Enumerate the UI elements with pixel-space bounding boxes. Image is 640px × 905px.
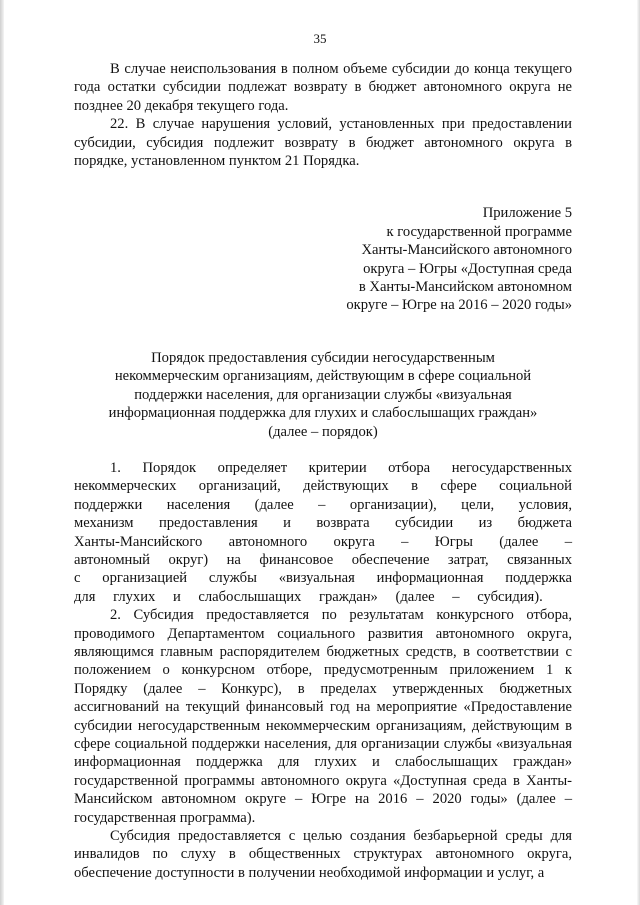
document-content bbox=[74, 60, 572, 882]
appendix-line: в Ханты-Мансийском автономном bbox=[358, 279, 572, 296]
paragraph-2: 2. Субсидия предоставляется по результатам конкурсного отбора, проводимого Департаментом социального развития автономного округа, являющимся главным распорядителем бюджетных средств, в соответствии с положением о конкурсном отборе, предусмотренным приложением 1 к Порядку (далее – Конкурс), в пределах утвержденных бюджетных ассигнований на текущий финансовый год на мероприятие «Предоставление субсидии негосударственным некоммерческим организациям, действующим в сфере социальной поддержки населения, для организации службы «визуальная информационная поддержка для глухих и слабослышащих граждан» государственной программы автономного округа «Доступная среда в Ханты-Мансийском автономном округе – Югре на 2016 – 2020 годы» (далее – государственная программа). bbox=[74, 607, 572, 826]
title-line: информационная поддержка для глухих и слабослышащих граждан» bbox=[108, 405, 538, 422]
page-number: 35 bbox=[313, 31, 327, 46]
document-title bbox=[74, 349, 572, 441]
title-line: (далее – порядок) bbox=[268, 423, 378, 440]
appendix-line: округе – Югре на 2016 – 2020 годы» bbox=[346, 297, 572, 314]
title-line: Порядок предоставления субсидии негосударственным bbox=[151, 349, 495, 366]
scan-edge-left bbox=[0, 0, 4, 905]
appendix-line: к государственной программе bbox=[386, 223, 572, 240]
document-body bbox=[74, 459, 572, 882]
paragraph-22: 22. В случае нарушения условий, установленных при предоставлении субсидии, субсидия подлежит возврату в бюджет автономного округа в порядке, установленном пунктом 21 Порядка. bbox=[74, 116, 572, 170]
paragraph-unused-subsidy: В случае неиспользования в полном объеме субсидии до конца текущего года остатки субсидии подлежат возврату в бюджет автономного округа не позднее 20 декабря текущего года. bbox=[74, 61, 572, 114]
title-line: некоммерческим организациям, действующим в сфере социальной bbox=[114, 368, 532, 385]
appendix-line: Приложение 5 bbox=[482, 205, 572, 222]
paragraph-1: 1. Порядок определяет критерии отбора негосударственных некоммерческих организаций, действующих в сфере социальной поддержки населения (далее – организации), цели, условия, механизм предоставления и возврата субсидии из бюджета Ханты-Мансийского автономного округа – Югры (далее – автономный округ) на финансовое обеспечение затрат, связанных с организацией службы «визуальная информационная поддержка для глухих и слабослышащих граждан» (далее – субсидия). bbox=[74, 459, 572, 605]
appendix-line: Ханты-Мансийского автономного bbox=[361, 242, 572, 259]
title-line: поддержки населения, для организации службы «визуальная bbox=[134, 386, 512, 403]
paragraph-subsidy-purpose: Субсидия предоставляется с целью создания безбарьерной среды для инвалидов по слуху в общественных структурах автономного округа, обеспечение доступности в получении необходимой информации и услуг, а bbox=[74, 828, 572, 881]
appendix-header bbox=[74, 204, 572, 314]
appendix-line: округа – Югры «Доступная среда bbox=[363, 260, 572, 277]
